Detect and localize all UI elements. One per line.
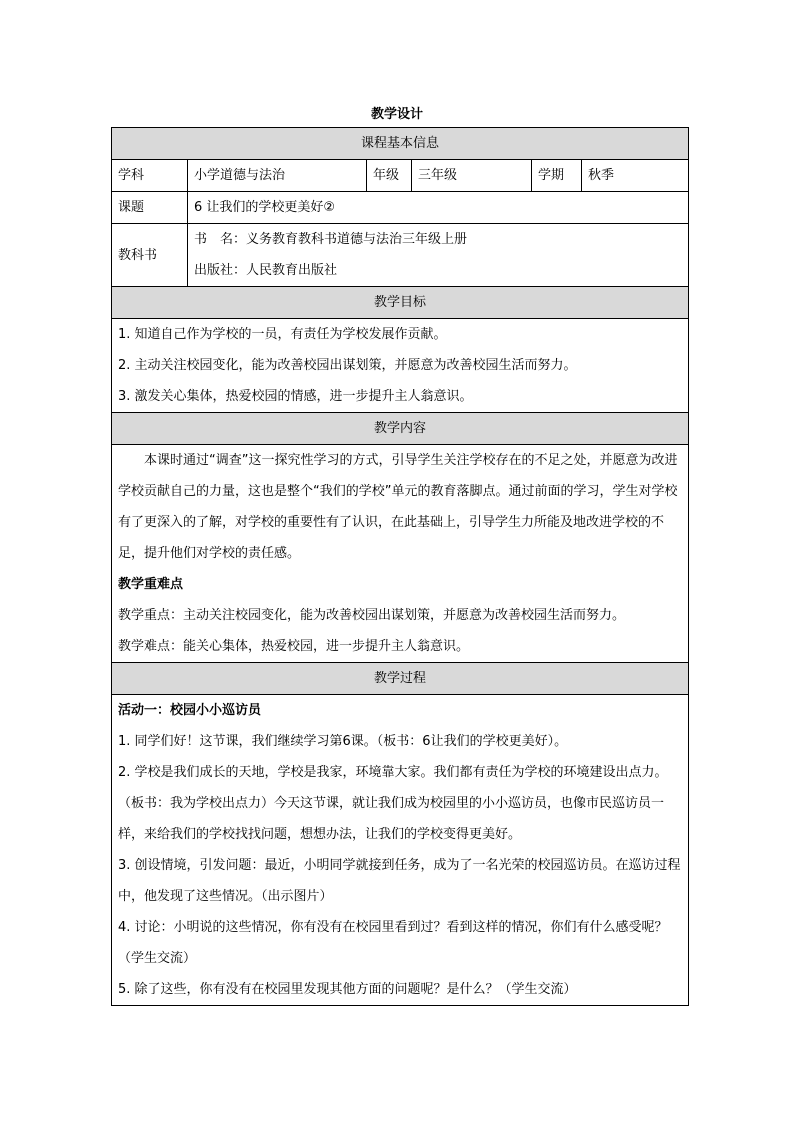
process-step: 2. 学校是我们成长的天地，学校是我家，环境靠大家。我们都有责任为学校的环境建设出点力。（板书：我为学校出点力）今天这节课，就让我们成为校园里的小小巡访员，也像市民巡访员一样，来给我们的学校找找问题，想想办法，让我们的学校变得更美好。 [118,765,668,842]
topic-value: 6 让我们的学校更美好② [188,192,689,224]
process-body [112,695,689,1006]
objective-item: 2. 主动关注校园变化，能为改善校园出谋划策，并愿意为改善校园生活而努力。 [118,358,577,373]
process-step: 1. 同学们好！这节课，我们继续学习第6课。（板书：6让我们的学校更美好）。 [118,734,568,749]
key-points-title: 教学重难点 [118,577,184,592]
difficult-point: 教学难点：能关心集体，热爱校园，进一步提升主人翁意识。 [118,639,470,654]
book-name: 书 名：义务教育教科书道德与法治三年级上册 [194,232,468,247]
section-content-header: 教学内容 [112,413,689,445]
grade-value: 三年级 [412,160,532,192]
activity-title: 活动一：校园小小巡访员 [118,703,262,718]
process-step: 3. 创设情境，引发问题：最近，小明同学就接到任务，成为了一名光荣的校园巡访员。在巡访过程中，他发现了这些情况。（出示图片） [118,858,681,904]
key-point: 教学重点：主动关注校园变化，能为改善校园出谋划策，并愿意为改善校园生活而努力。 [118,608,626,623]
document-title: 教学设计 [370,107,423,122]
section-process-header: 教学过程 [112,663,689,695]
section-basic-info-header: 课程基本信息 [112,128,689,160]
content-body [112,445,689,663]
textbook-label: 教科书 [112,224,188,287]
term-value: 秋季 [582,160,689,192]
process-step: 5. 除了这些，你有没有在校园里发现其他方面的问题呢？是什么？（学生交流） [118,982,577,997]
subject-value: 小学道德与法治 [188,160,367,192]
subject-label: 学科 [112,160,188,192]
objective-item: 1. 知道自己作为学校的一员，有责任为学校发展作贡献。 [118,327,447,342]
textbook-value [188,224,689,287]
process-step: 4. 讨论：小明说的这些情况，你有没有在校园里看到过？看到这样的情况，你们有什么感受呢？（学生交流） [118,920,668,966]
grade-label: 年级 [367,160,412,192]
content-paragraph: 本课时通过“调查”这一探究性学习的方式，引导学生关注学校存在的不足之处，并愿意为改进学校贡献自己的力量，这也是整个“我们的学校”单元的教育落脚点。通过前面的学习，学生对学校有了更深入的了解，对学校的重要性有了认识，在此基础上，引导学生力所能及地改进学校的不足，提升他们对学校的责任感。 [118,453,678,561]
publisher: 出版社：人民教育出版社 [194,263,338,278]
term-label: 学期 [532,160,582,192]
topic-label: 课题 [112,192,188,224]
objectives-list [112,319,689,413]
section-objectives-header: 教学目标 [112,287,689,319]
lesson-plan-table [111,127,689,1006]
objective-item: 3. 激发关心集体，热爱校园的情感，进一步提升主人翁意识。 [118,389,473,404]
